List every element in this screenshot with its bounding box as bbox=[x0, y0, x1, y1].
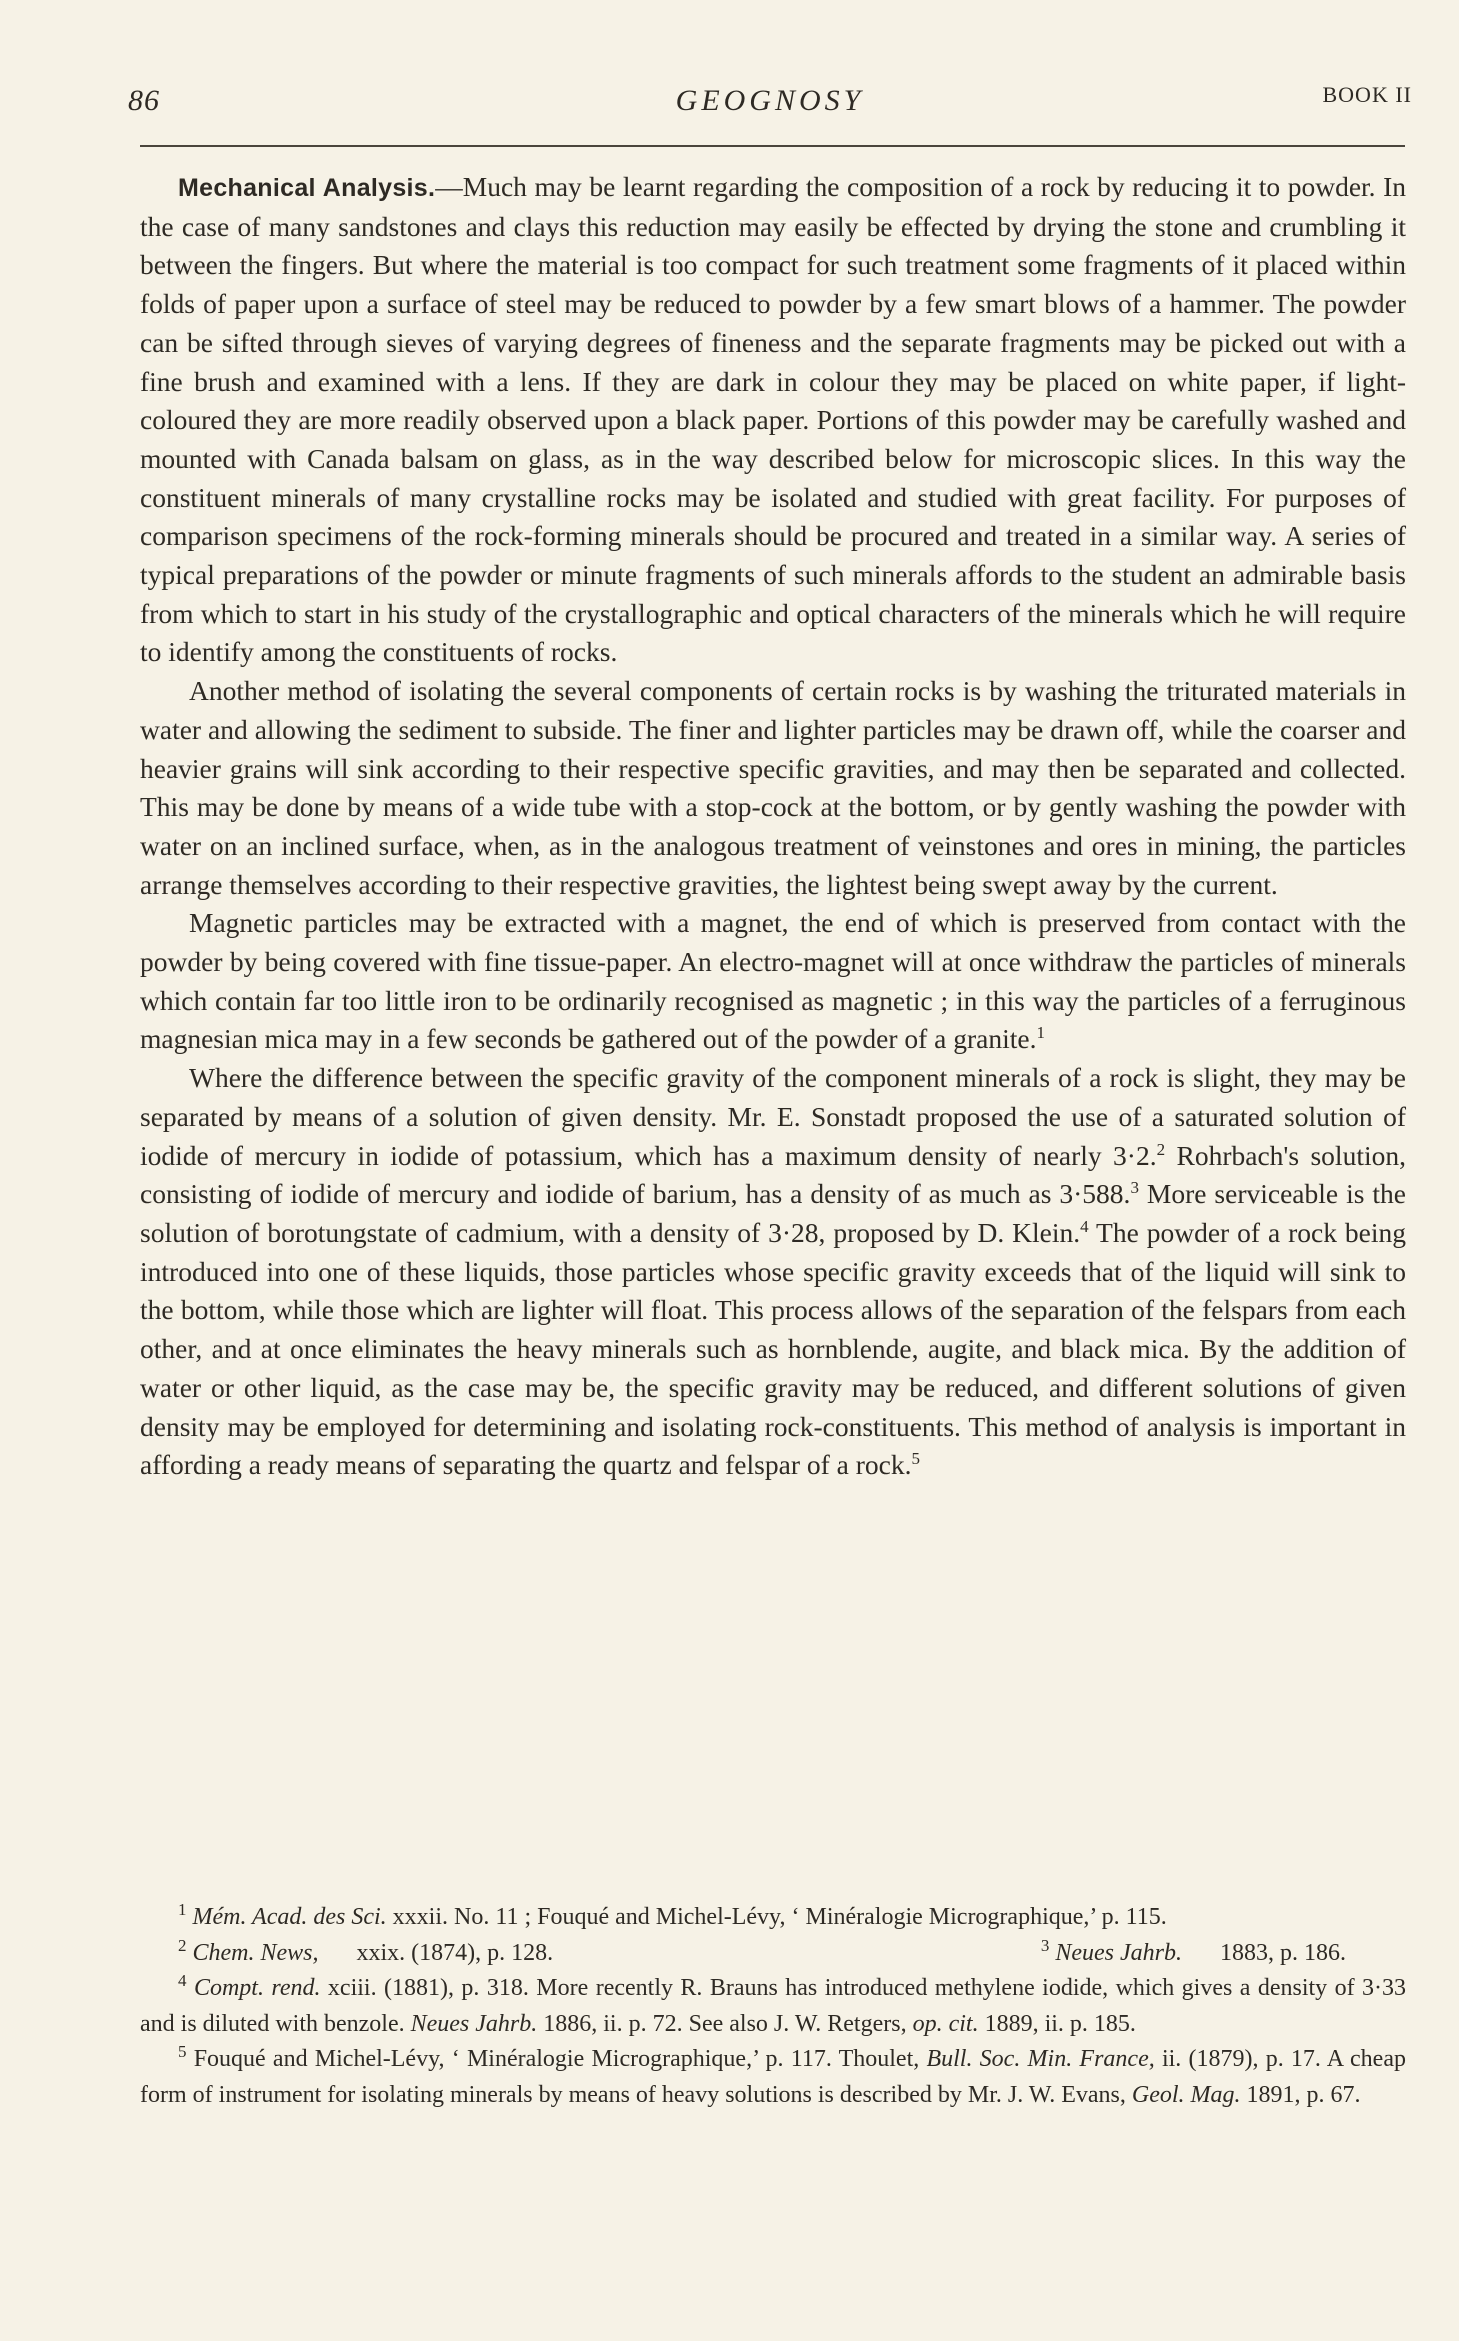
paragraph-text: More serviceable is the solution of borotungstate of cadmium, with a density of 3·28, proposed by D. Klein. bbox=[140, 1178, 1406, 1248]
footnote-2-3 bbox=[140, 1936, 1406, 1972]
header-rule bbox=[140, 145, 1405, 147]
footnote-text: xxix. (1874), p. 128. bbox=[356, 1939, 554, 1966]
citation-title: Geol. Mag. bbox=[1131, 2081, 1241, 2108]
paragraph-washing: Another method of isolating the several components of certain rocks is by washing the triturated materials in water and allowing the sediment to subside. The finer and lighter particles may be drawn off, while the coarser and heavier grains will sink according to their respective specific gravities, and may then be separated and collected. This may be done by means of a wide tube with a stop-cock at the bottom, or by gently washing the powder with water on an inclined surface, when, as in the analogous treatment of veinstones and ores in mining, the particles arrange themselves according to their respective gravities, the lightest being swept away by the current. bbox=[140, 675, 1406, 900]
footnote-mark: 1 bbox=[178, 1900, 187, 1919]
citation-title: Neues Jahrb. bbox=[410, 2010, 538, 2037]
paragraph-specific-gravity bbox=[140, 1059, 1406, 1485]
paragraph-text: —Much may be learnt regarding the composition of a rock by reducing it to powder. In the case of many sandstones and clays this reduction may easily be effected by drying the stone and crumbling it between the fingers. But where the material is too compact for such treatment some fragments of it placed within folds of paper upon a surface of steel may be reduced to powder by a few smart blows of a hammer. The powder can be sifted through sieves of varying degrees of fineness and the separate fragments may be picked out with a fine brush and examined with a lens. If they are dark in colour they may be placed on white paper, if light-coloured they are more readily observed upon a black paper. Portions of this powder may be carefully washed and mounted with Canada balsam on glass, as in the way described below for microscopic slices. In this way the constituent minerals of many crystalline rocks may be isolated and studied with great facility. For purposes of comparison specimens of the rock-forming minerals should be procured and treated in a similar way. A series of typical preparations of the powder or minute fragments of such minerals affords to the student an admirable basis from which to start in his study of the crystallographic and optical characters of the minerals which he will require to identify among the constituents of rocks. bbox=[140, 171, 1406, 668]
citation-title: op. cit. bbox=[912, 2010, 979, 2037]
paragraph-text: Where the difference between the specific gravity of the component minerals of a rock is slight, they may be separated by means of a solution of given density. Mr. E. Sonstadt proposed the use of a saturated solution of iodide of mercury in iodide of potassium, which has a maximum density of nearly 3·2. bbox=[140, 1062, 1406, 1171]
footnote-text: Fouqué and Michel-Lévy, ‘ Minéralogie Micrographique,’ p. 117. Thoulet, bbox=[186, 2046, 927, 2073]
main-text bbox=[140, 168, 1406, 1485]
paragraph-text: Magnetic particles may be extracted with a magnet, the end of which is preserved from contact with the powder by being covered with fine tissue-paper. An electro-magnet will at once withdraw the particles of minerals which contain far too little iron to be ordinarily recognised as magnetic ; in this way the particles of a ferruginous magnesian mica may in a few seconds be gathered out of the powder of a granite. bbox=[140, 907, 1406, 1055]
footnote-ref: 5 bbox=[911, 1449, 920, 1469]
citation-title: Bull. Soc. Min. France, bbox=[926, 2046, 1155, 2073]
citation-title: Compt. rend. bbox=[193, 1975, 321, 2002]
paragraph-mechanical-analysis bbox=[140, 168, 1406, 672]
page-number: 86 bbox=[128, 84, 160, 117]
footnote-3 bbox=[1003, 1936, 1346, 1972]
footnote-mark: 4 bbox=[178, 1971, 187, 1991]
footnote-2 bbox=[140, 1936, 553, 1972]
footnote-text: xxxii. No. 11 ; Fouqué and Michel-Lévy, ‘ Minéralogie Micrographique,’ p. 115. bbox=[386, 1904, 1167, 1930]
footnote-ref: 4 bbox=[1080, 1216, 1089, 1236]
footnotes bbox=[140, 1900, 1406, 2114]
citation-title: Mém. Acad. des Sci. bbox=[192, 1904, 387, 1930]
footnote-ref: 2 bbox=[1156, 1139, 1166, 1159]
section-heading: Mechanical Analysis. bbox=[178, 174, 436, 202]
footnote-mark: 5 bbox=[178, 2042, 187, 2062]
footnote-4 bbox=[140, 1971, 1406, 2042]
paragraph-text: The powder of a rock being introduced into one of these liquids, those particles whose specific gravity exceeds that of the liquid will sink to the bottom, while those which are lighter will float. This process allows of the separation of the felspars from each other, and at once eliminates the heavy minerals such as hornblende, augite, and black mica. By the addition of water or other liquid, as the case may be, the specific gravity may be reduced, and different solutions of given density may be employed for determining and isolating rock-constituents. This method of analysis is important in affording a ready means of separating the quartz and felspar of a rock. bbox=[140, 1216, 1406, 1481]
citation-title: Neues Jahrb. bbox=[1055, 1939, 1182, 1966]
footnote-text: 1889, ii. p. 185. bbox=[978, 2010, 1136, 2037]
running-title: GEOGNOSY bbox=[675, 84, 865, 117]
footnote-text: ii. (1879), p. 17. A cheap form of instrument for isolating minerals by means of heavy solutions is described by Mr. J. W. Evans, bbox=[140, 2046, 1406, 2108]
footnote-ref: 1 bbox=[1036, 1023, 1045, 1043]
footnote-1 bbox=[140, 1900, 1406, 1936]
footnote-text: xciii. (1881), p. 318. More recently R. Brauns has introduced methylene iodide, which gives a density of 3·33 and is diluted with benzole. bbox=[140, 1975, 1407, 2037]
footnote-5 bbox=[140, 2042, 1406, 2113]
footnote-ref: 3 bbox=[1130, 1178, 1139, 1198]
citation-title: Chem. News, bbox=[192, 1939, 319, 1966]
footnote-text: 1883, p. 186. bbox=[1220, 1939, 1346, 1966]
book-label: BOOK II bbox=[1322, 82, 1412, 107]
footnote-mark: 3 bbox=[1040, 1935, 1050, 1955]
footnote-text: 1891, p. 67. bbox=[1240, 2081, 1361, 2108]
page-header bbox=[128, 78, 1412, 128]
footnote-mark: 2 bbox=[178, 1935, 187, 1955]
paragraph-text: Rohrbach's solution, consisting of iodide of mercury and iodide of barium, has a density of as much as 3·588. bbox=[140, 1139, 1406, 1210]
footnote-text: 1886, ii. p. 72. See also J. W. Retgers, bbox=[537, 2010, 913, 2037]
paragraph-magnetic bbox=[140, 904, 1406, 1059]
